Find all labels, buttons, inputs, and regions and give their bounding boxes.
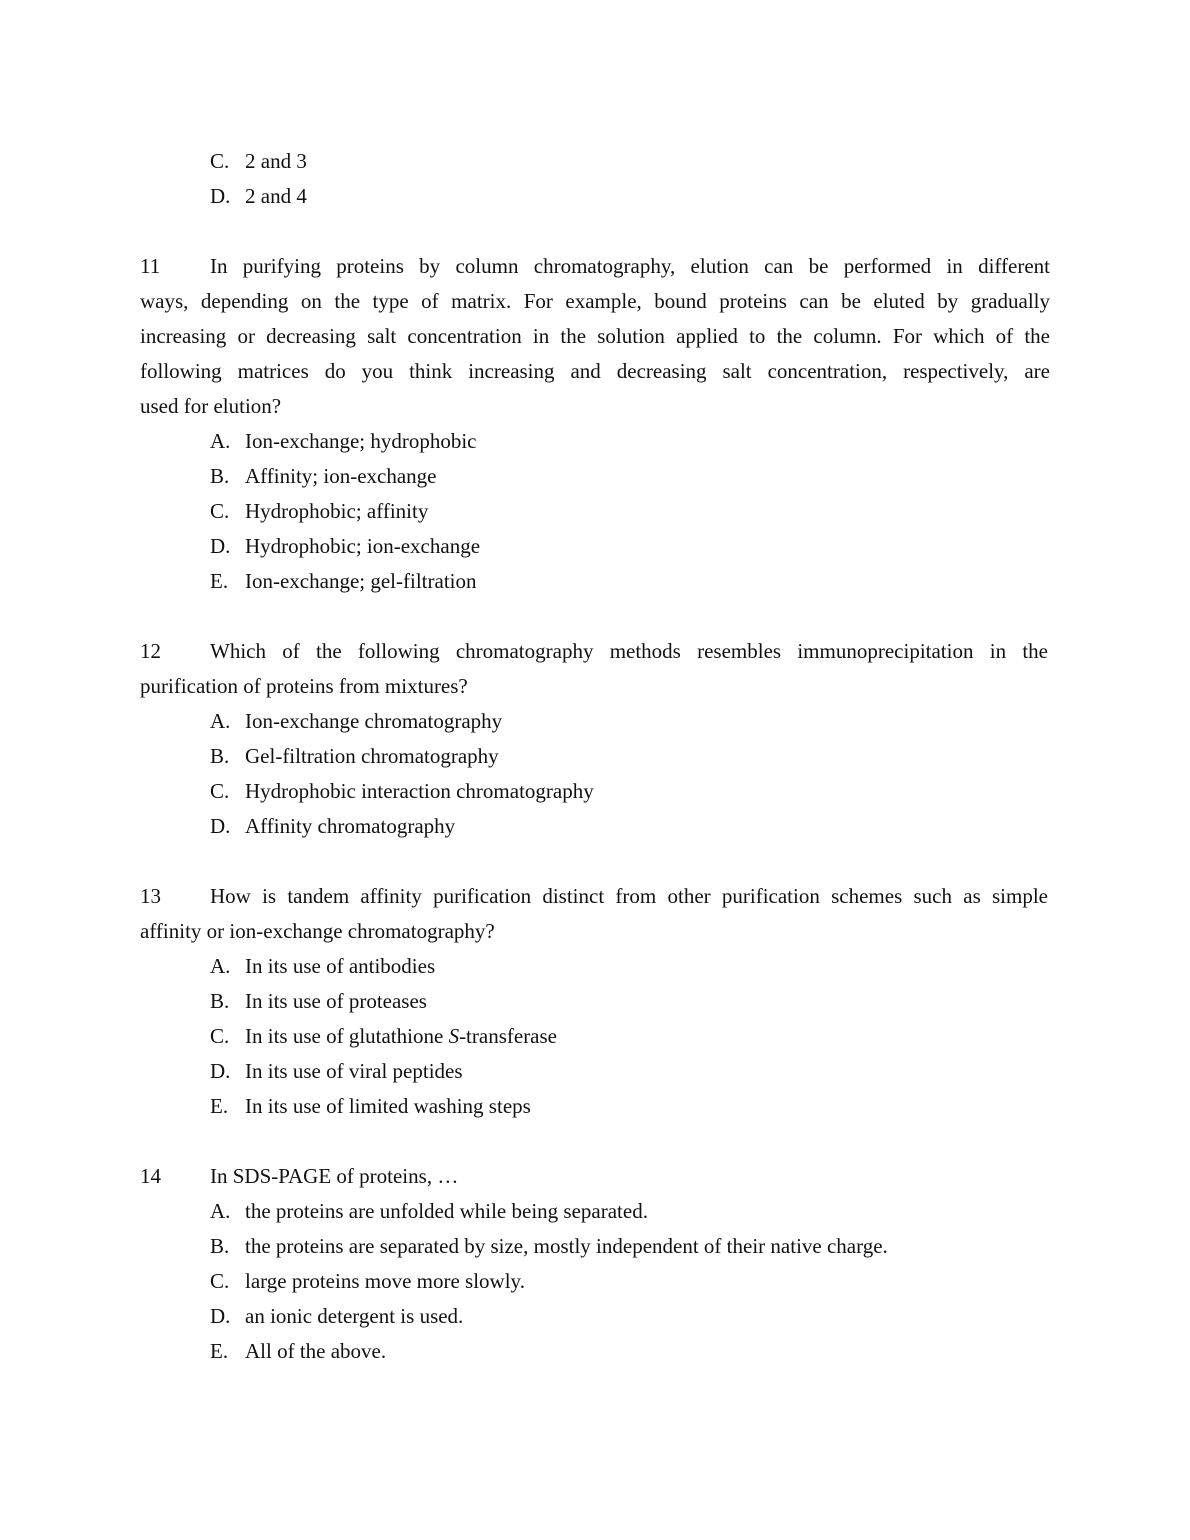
question-11-option-e — [210, 564, 476, 599]
option-text: Gel-filtration chromatography — [245, 744, 499, 768]
option-letter: D. — [210, 1304, 231, 1328]
option-letter: D. — [210, 814, 231, 838]
question-13-option-b — [210, 984, 427, 1019]
option-text: Ion-exchange; hydrophobic — [245, 429, 477, 453]
option-letter: A. — [210, 1199, 231, 1223]
option-text: the proteins are separated by size, mostly independent of their native charge. — [245, 1234, 888, 1258]
question-13-option-d — [210, 1054, 463, 1089]
option-text: Affinity chromatography — [245, 814, 456, 838]
question-11-option-c — [210, 494, 428, 529]
question-14-number: 14 — [140, 1164, 161, 1188]
option-text: the proteins are unfolded while being separated. — [245, 1199, 648, 1223]
option-letter: B. — [210, 464, 230, 488]
option-text: an ionic detergent is used. — [245, 1304, 464, 1328]
question-14-option-b — [210, 1229, 888, 1264]
option-text-before: In its use of glutathione — [245, 1024, 449, 1048]
question-12-option-a — [210, 704, 502, 739]
question-14-option-c — [210, 1264, 525, 1299]
question-13-line-1: How is tandem affinity purification distinct from other purification schemes such as simple — [210, 884, 1048, 908]
option-letter: E. — [210, 1094, 229, 1118]
question-13-option-a — [210, 949, 435, 984]
option-text: Ion-exchange chromatography — [245, 709, 503, 733]
question-13-number: 13 — [140, 884, 161, 908]
option-text: Hydrophobic; ion-exchange — [245, 534, 481, 558]
option-text: In its use of limited washing steps — [245, 1094, 531, 1118]
option-letter: E. — [210, 1339, 229, 1363]
option-text: In its use of antibodies — [245, 954, 436, 978]
option-letter: B. — [210, 744, 230, 768]
prev-option-d — [210, 179, 307, 214]
option-text: Hydrophobic; affinity — [245, 499, 429, 523]
question-11-line-2: ways, depending on the type of matrix. For example, bound proteins can be eluted by gradually — [140, 289, 1050, 313]
question-11-number: 11 — [140, 254, 161, 278]
question-13-option-c — [210, 1019, 557, 1054]
option-text: Hydrophobic interaction chromatography — [245, 779, 594, 803]
option-letter: B. — [210, 1234, 230, 1258]
question-14-option-e — [210, 1334, 386, 1369]
option-letter: D. — [210, 1059, 231, 1083]
option-text: In its use of proteases — [245, 989, 427, 1013]
question-12-line-2: purification of proteins from mixtures? — [140, 674, 468, 698]
option-letter: D. — [210, 184, 231, 208]
question-11-option-b — [210, 459, 436, 494]
question-11-line-1: In purifying proteins by column chromatography, elution can be performed in different — [210, 254, 1050, 278]
question-13-line-2: affinity or ion-exchange chromatography? — [140, 919, 495, 943]
option-letter: C. — [210, 499, 230, 523]
question-12-number: 12 — [140, 639, 161, 663]
option-text: 2 and 4 — [245, 184, 307, 208]
question-14-option-d — [210, 1299, 463, 1334]
question-11-line-4: following matrices do you think increasing and decreasing salt concentration, respectively, are — [140, 359, 1050, 383]
question-11-line-5: used for elution? — [140, 394, 282, 418]
option-text: Affinity; ion-exchange — [245, 464, 437, 488]
question-12-option-d — [210, 809, 455, 844]
question-12-line-1: Which of the following chromatography methods resembles immunoprecipitation in the — [210, 639, 1048, 663]
question-14-stem: In SDS-PAGE of proteins, … — [210, 1164, 459, 1188]
question-12-option-c — [210, 774, 594, 809]
option-letter: E. — [210, 569, 229, 593]
option-text-after: -transferase — [459, 1024, 557, 1048]
option-letter: C. — [210, 1269, 230, 1293]
question-11-line-3: increasing or decreasing salt concentration in the solution applied to the column. For which of the — [140, 324, 1050, 348]
question-12-option-b — [210, 739, 499, 774]
option-letter: D. — [210, 534, 231, 558]
option-text: Ion-exchange; gel-filtration — [245, 569, 477, 593]
question-11-option-a — [210, 424, 477, 459]
option-text: 2 and 3 — [245, 149, 307, 173]
option-letter: A. — [210, 709, 231, 733]
option-text-italic: S — [448, 1024, 460, 1048]
option-text: large proteins move more slowly. — [245, 1269, 525, 1293]
option-text: In its use of viral peptides — [245, 1059, 463, 1083]
option-letter: B. — [210, 989, 230, 1013]
option-letter: C. — [210, 779, 230, 803]
option-letter: C. — [210, 1024, 230, 1048]
prev-option-c — [210, 144, 307, 179]
option-letter: C. — [210, 149, 230, 173]
question-13-option-e — [210, 1089, 531, 1124]
question-11-option-d — [210, 529, 480, 564]
question-14-option-a — [210, 1194, 648, 1229]
option-letter: A. — [210, 429, 231, 453]
option-text: All of the above. — [245, 1339, 387, 1363]
option-letter: A. — [210, 954, 231, 978]
